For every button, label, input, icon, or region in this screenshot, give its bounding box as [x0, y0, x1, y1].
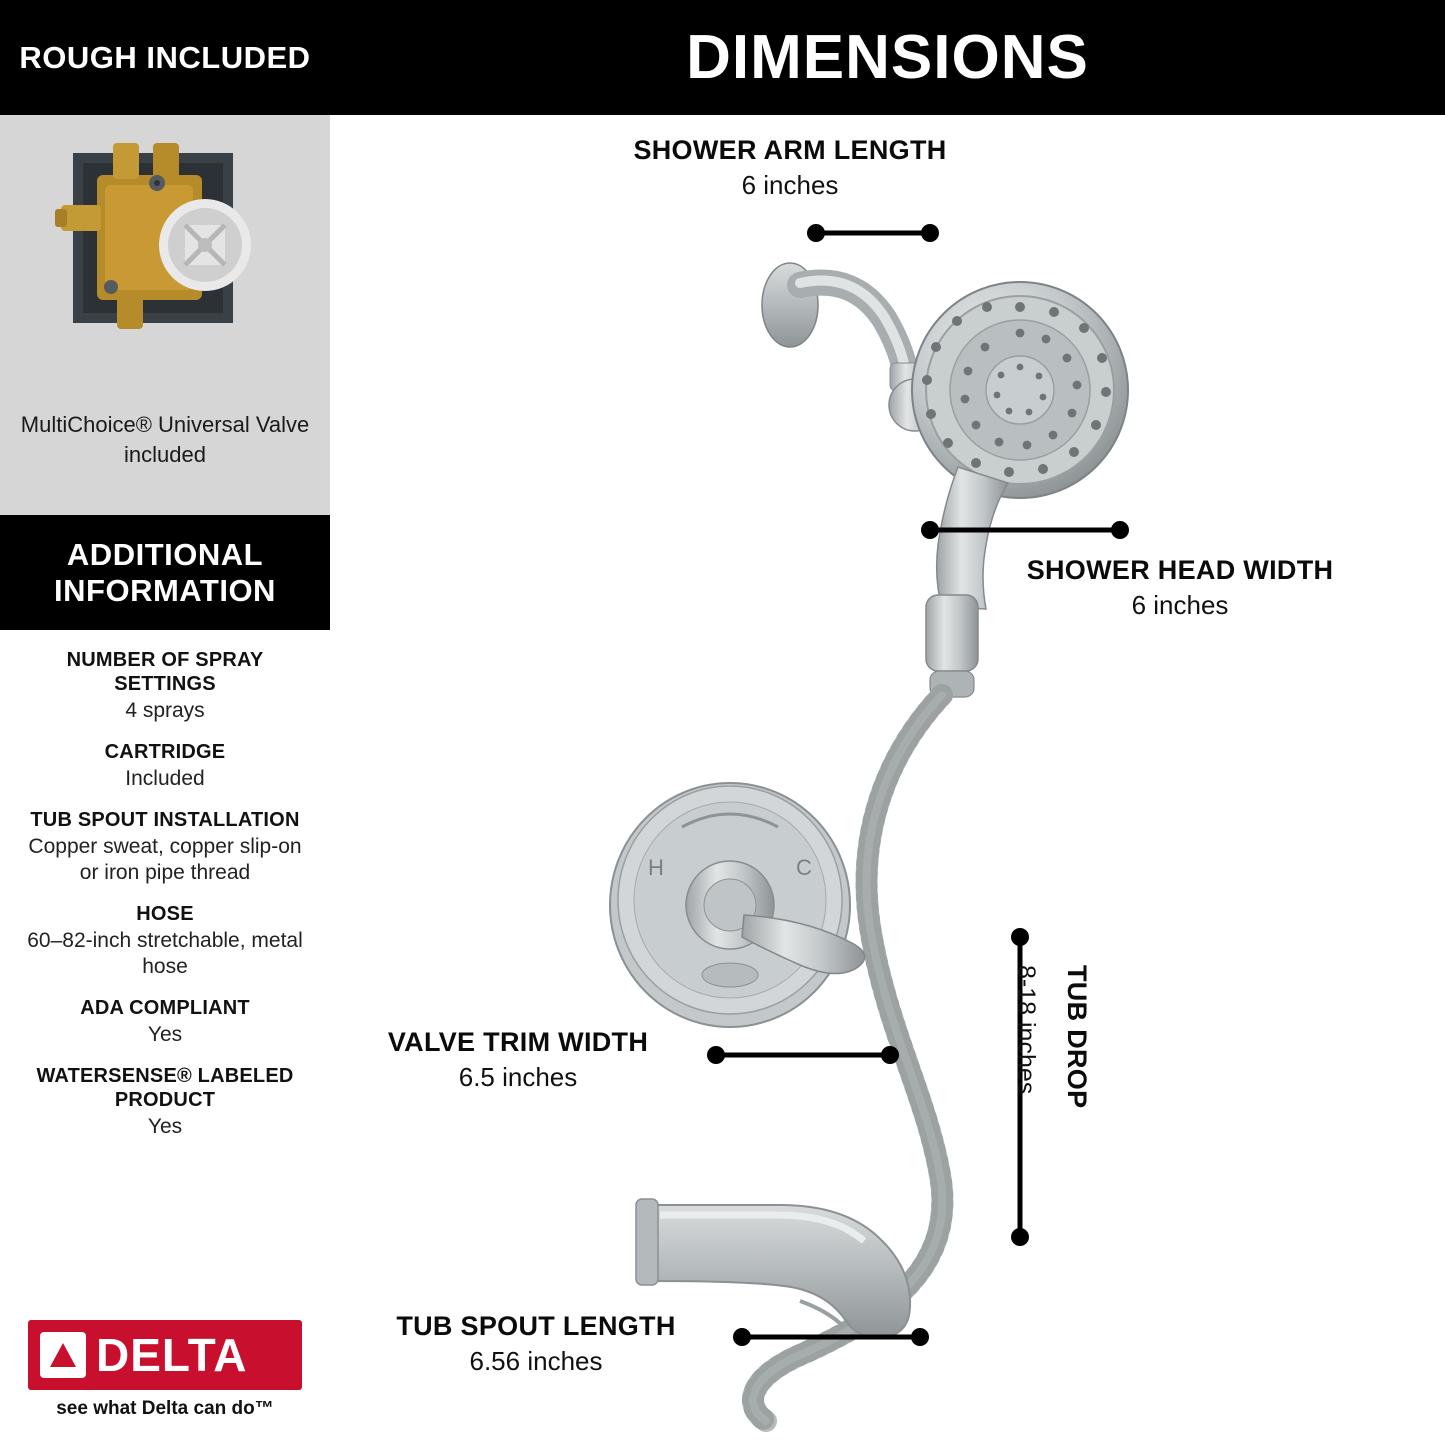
- delta-wordmark: DELTA: [96, 1329, 248, 1381]
- callout-label: SHOWER HEAD WIDTH: [1026, 555, 1334, 585]
- sidebar: [0, 0, 330, 1445]
- rough-included-title: ROUGH INCLUDED: [19, 40, 311, 75]
- dimensions-header: [330, 0, 1445, 115]
- delta-logo: [28, 1320, 302, 1390]
- spec-list: [0, 648, 330, 1156]
- rough-included-panel: [0, 115, 330, 515]
- spec-key: WATERSENSE® LABELED PRODUCT: [36, 1065, 294, 1111]
- spec-key: TUB SPOUT INSTALLATION: [30, 809, 300, 831]
- callout-value: 6 inches: [1131, 590, 1229, 620]
- spec-item: [0, 648, 330, 724]
- showerhead: [912, 282, 1128, 498]
- callout-label: SHOWER ARM LENGTH: [633, 135, 947, 165]
- spec-item: [0, 808, 330, 886]
- multichoice-valve-image: [45, 135, 285, 365]
- callout-tub-spout-length: [340, 1311, 732, 1377]
- spec-item: [0, 1064, 330, 1140]
- spec-item: [0, 902, 330, 980]
- callout-label: VALVE TRIM WIDTH: [387, 1027, 649, 1057]
- delta-tagline: see what Delta can do™: [56, 1398, 274, 1419]
- callout-valve-trim-width: [330, 1027, 706, 1093]
- diagram-area: [330, 115, 1445, 1445]
- callout-shower-head-width: [950, 555, 1410, 621]
- callout-value: 6 inches: [741, 170, 839, 200]
- spec-value: Yes: [147, 1023, 183, 1046]
- additional-info-title-line2: INFORMATION: [54, 572, 276, 608]
- leader-shower-arm-length: [807, 224, 939, 242]
- spec-item: [0, 740, 330, 792]
- spec-key: CARTRIDGE: [104, 741, 226, 763]
- rough-included-caption: MultiChoice® Universal Valve included: [20, 412, 310, 467]
- product-illustration: [330, 115, 1445, 1445]
- spec-value: Yes: [147, 1115, 183, 1138]
- callout-tub-drop-label: [1062, 965, 1235, 1109]
- spec-value: Copper sweat, copper slip-on or iron pipe thread: [28, 835, 302, 884]
- callout-value: 8-18 inches: [1012, 965, 1040, 1095]
- spec-value: Included: [125, 767, 205, 790]
- spec-key: NUMBER OF SPRAY SETTINGS: [66, 649, 264, 695]
- spec-key: HOSE: [136, 903, 194, 925]
- callout-label: TUB DROP: [1062, 965, 1092, 1109]
- spec-key: ADA COMPLIANT: [80, 997, 250, 1019]
- leader-valve-trim-width: [707, 1046, 899, 1064]
- rough-included-header: [0, 0, 330, 115]
- spec-item: [0, 996, 330, 1048]
- delta-triangle-icon: [40, 1332, 86, 1378]
- additional-information-header: [0, 515, 330, 630]
- page-title: DIMENSIONS: [686, 23, 1089, 92]
- spec-value: 60–82-inch stretchable, metal hose: [27, 929, 303, 978]
- spec-value: 4 sprays: [125, 699, 205, 722]
- additional-info-title-line1: ADDITIONAL: [66, 536, 264, 572]
- callout-value: 6.5 inches: [458, 1062, 578, 1092]
- callout-value: 6.56 inches: [469, 1346, 603, 1376]
- svg-text:H: H: [648, 855, 664, 880]
- valve-trim: [610, 783, 865, 1027]
- callout-shower-arm-length: [510, 135, 1070, 201]
- svg-text:C: C: [796, 855, 812, 880]
- callout-label: TUB SPOUT LENGTH: [396, 1311, 676, 1341]
